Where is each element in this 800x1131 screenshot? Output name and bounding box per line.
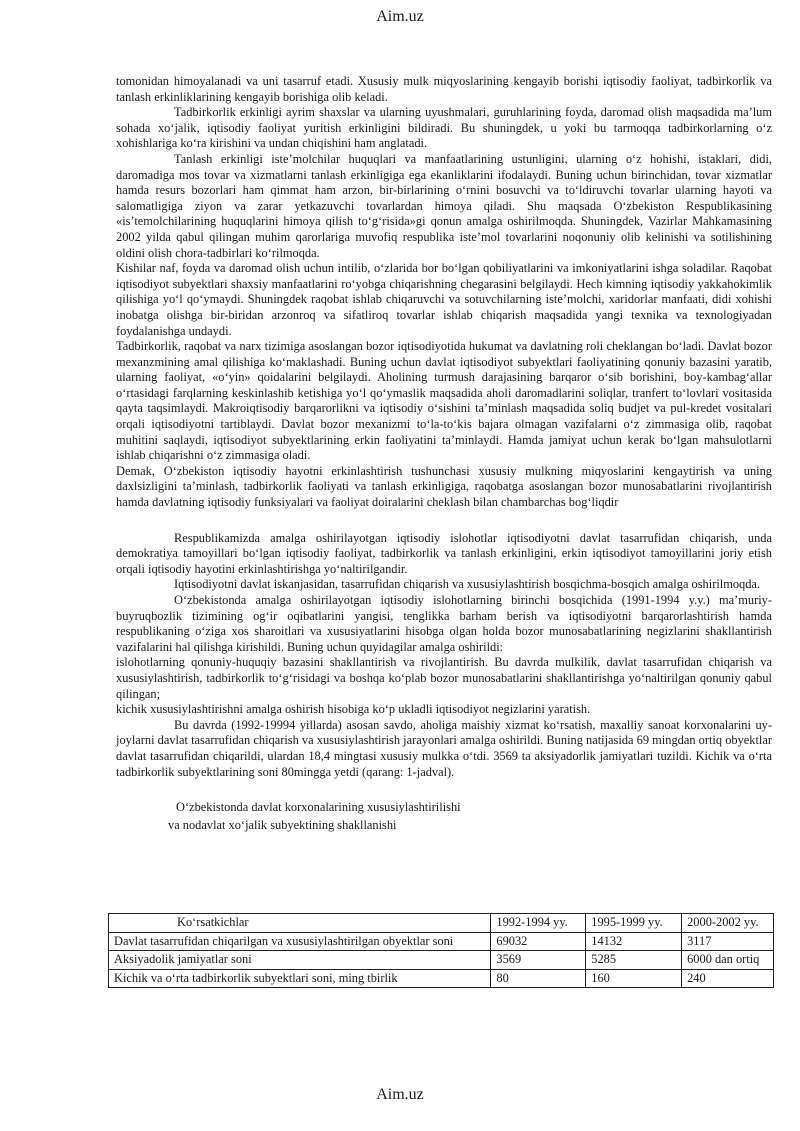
paragraph: Bu davrda (1992-19994 yillarda) asosan savdo, aholiga maishiy xizmat ko‘rsatish, maxalliy sanoat korxonalarini uy-joylarni davlat tasarrufidan chiqarish va xususiylashtirish jarayonlari amalga oshirildi. Buning natijasida 69 mingdan ortiq obyektlar davlat tasarrufidan chiqarildi, ulardan 18,4 mingtasi xususiy mulkka o‘tdi. 3569 ta aksiyadorlik jamiyatlari tuzildi. Kichik va o‘rta tadbirkorlik subyektlarining soni 80mingga yetdi (qarang: 1-jadval). [116,717,772,779]
document-body [116,74,772,834]
page-footer: Aim.uz [376,1086,424,1103]
table-row [109,932,774,951]
table-cell: 3117 [682,932,774,951]
table-header-cell: 1995-1999 yy. [586,914,682,933]
paragraph-gap [116,511,772,531]
paragraph: islohotlarning qonuniy-huquqiy bazasini shakllantirish va rivojlantirish. Bu davrda mulkilik, davlat tasarrufidan chiqarish va xususiylashtirish, tadbirkorlik to‘g‘risidagi va boshqa ko‘plab bozor munosabatlarini shakllantirishga yo‘naltirilgan qonuniy qabul qilingan; [116,655,772,701]
paragraph: O‘zbekistonda amalga oshirilayotgan iqtisodiy islohotlarning birinchi bosqichida (1991-1994 y.y.) ma’muriy-buyruqbozlik tizimining og‘ir oqibatlarini yangisi, tenglikka barham berish va iqtisodiyotni barqarorlashtirish hamda respublikaning o‘ziga xos sharoitlari va xususiyatlarini hisobga olgan holda bozor munosabatlarining negizlarini shakllantirish vazifalarini hal qilishga kirishildi. Buning uchun quyidagilar amalga oshirildi: [116,593,772,654]
table-header-cell: 2000-2002 yy. [682,914,774,933]
paragraph: Respublikamizda amalga oshirilayotgan iqtisodiy islohotlar iqtisodiyotni davlat tasarrufidan chiqarish, unda demokratiya tamoyillari bo‘lgan iqtisodiy faoliyat, tadbirkorlik va tanlash erkinligini, erkin iqtisodiyot tamoyillarini joriy etish orqali iqtisodiy hayotini erkinlashtirishga yo‘naltirilgandir. [116,530,772,576]
paragraph: Tanlash erkinligi iste’molchilar huquqlari va manfaatlarining ustunligini, ularning o‘z hohishi, istaklari, didi, daromadiga mos tovar va xizmatlarni tanlash erkinligiga ega ekanliklarini ifodalaydi. Buning uchun birinchidan, tovar xizmatlar hamda resurs bozorlari ham qimmat ham arzon, bir-birlarining o‘rnini bosuvchi va to‘ldiruvchi tovarlar ularning hayoti va salomatligiga ziyon va zarar yetkazuvchi tovarlardan himoya qiladi. Shu maqsada O‘zbekiston Respublikasining «is’temolchilarining huquqlarini himoya qilish to‘g‘risida»gi qonun amalga oshirilmoqda. Shuningdek, Vazirlar Mahkamasining 2002 yilda qabul qilingan muhim qarorlariga muvofiq respublika iste’mol tovarlarini noqonuniy olib kelinishi va sotilishining oldini olish chora-tadbirlari ko‘rilmoqda. [116,151,772,260]
table-cell: 14132 [586,932,682,951]
table-header-cell: Ko‘rsatkichlar [109,914,491,933]
table-caption-line: va nodavlat xo‘jalik subyektining shakllanishi [168,818,397,833]
table-cell: 160 [586,969,682,988]
page-header: Aim.uz [376,8,424,25]
paragraph: Kishilar naf, foyda va daromad olish uchun intilib, o‘zlarida bor bo‘lgan qobiliyatlarini va imkoniyatlarini ishga soladilar. Raqobat iqtisodiyot subyektlari shaxsiy manfaatlarini ro‘yobga chiqarishning chegarasini belgilaydi. Hech kimning iqtisodiy yakkahokimlik qilishiga yo‘l qo‘ymaydi. Shuningdek raqobat ishlab chiqaruvchi va sotuvchilarning iste’molchi, xaridorlar manfaati, didi xohishi inobatga olishga bir-biridan arzonroq va sifatliroq tovarlar ishlab chiqarish maqsadida yangi texnika va texnologiyadan foydalanishga undaydi. [116,261,772,338]
table-caption-line: O‘zbekistonda davlat korxonalarining xususiylashtirilishi [176,800,461,815]
table-row [109,951,774,970]
paragraph: Iqtisodiyotni davlat iskanjasidan, tasarrufidan chiqarish va xususiylashtirish bosqichma-bosqich amalga oshirilmoqda. [174,577,761,592]
paragraph: tomonidan himoyalanadi va uni tasarruf etadi. Xususiy mulk miqyoslarining kengayib borishi iqtisodiy faoliyat, tadbirkorlik va tanlash erkinliklarining kengayib borishiga olib keladi. [116,74,772,104]
paragraph: Tadbirkorlik, raqobat va narx tizimiga asoslangan bozor iqtisodiyotida hukumat va davlatning roli cheklangan bo‘ladi. Davlat bozor mexanzmining amal qilishiga ko‘maklashadi. Buning uchun davlat iqtisodiyot subyektlari faoliyatining qonuniy bazasini yaratib, ularning faoliyat, «o‘yin» qoidalarini belgilaydi. Aholining turmush darajasining barqaror o‘sib borishini, boy-kambag‘allar o‘rtasidagi farqlarning keskinlashib ketishiga yo‘l qo‘ymaslik maqsadida aholi daromadlarini soliqlar, tranfert to‘lovlari vositasida qayta taqsimlaydi. Makroiqtisodiy barqarorlikni va iqtisodiy o‘sishini ta’minlash maqsadida soliq budjet va pul-kredet vositalari orqali iqtisodiyotni tartiblaydi. Davlat bozor mexanizmi to‘la-to‘kis bajara olmagan vazifalarni o‘z zimmasiga olib, raqobat muhitini saqlaydi, iqtisodiyot subyektlarining erkin faoliyatini ta’minlaydi. Hamda jamiyat uchun kerak bo‘lgan mahsulotlarni ishlab chiqarishni o‘z zimmasiga oladi. [116,339,772,463]
paragraph: Demak, O‘zbekiston iqtisodiy hayotni erkinlashtirish tushunchasi xususiy mulkning miqyoslarini kengaytirish va uning daxlsizligini ta’minlash, tadbirkorlik faoliyati va tanlash erkinligiga, raqobatga asoslangan bozor munosabatlarini rivojlantirish hamda davlatning iqtisodiy funksiyalari va faoliyat doiralarini cheklash bilan chambarchas bog‘liqdir [116,463,772,510]
table-cell: 6000 dan ortiq [682,951,774,970]
table-cell: Kichik va o‘rta tadbirkorlik subyektlari soni, ming tbirlik [109,969,491,988]
table-cell: 3569 [491,951,586,970]
table-cell: 5285 [586,951,682,970]
paragraph: Tadbirkorlik erkinligi ayrim shaxslar va ularning uyushmalari, guruhlarining foyda, daromad olish maqsadida ma’lum sohada xo‘jalik, iqtisodiy faoliyat yuritish erkinligini bildiradi. Bu shuningdek, u yoki bu tarmoqqa tadbirkorlarning o‘z xohishlariga ko‘ra kirishini va undan chiqishini ham anglatadi. [116,105,772,151]
table-cell: 69032 [491,932,586,951]
table-header-cell: 1992-1994 yy. [491,914,586,933]
table-cell: Davlat tasarrufidan chiqarilgan va xususiylashtirilgan obyektlar soni [109,932,491,951]
table-header-row [109,914,774,933]
table-cell: 80 [491,969,586,988]
paragraph: kichik xususiylashtirishni amalga oshirish hisobiga ko‘p ukladli iqtisodiyot negizlarini yaratish. [116,702,591,717]
table-cell: Aksiyadolik jamiyatlar soni [109,951,491,970]
table-row [109,969,774,988]
table-caption [168,798,772,834]
table-cell: 240 [682,969,774,988]
data-table [108,913,774,988]
